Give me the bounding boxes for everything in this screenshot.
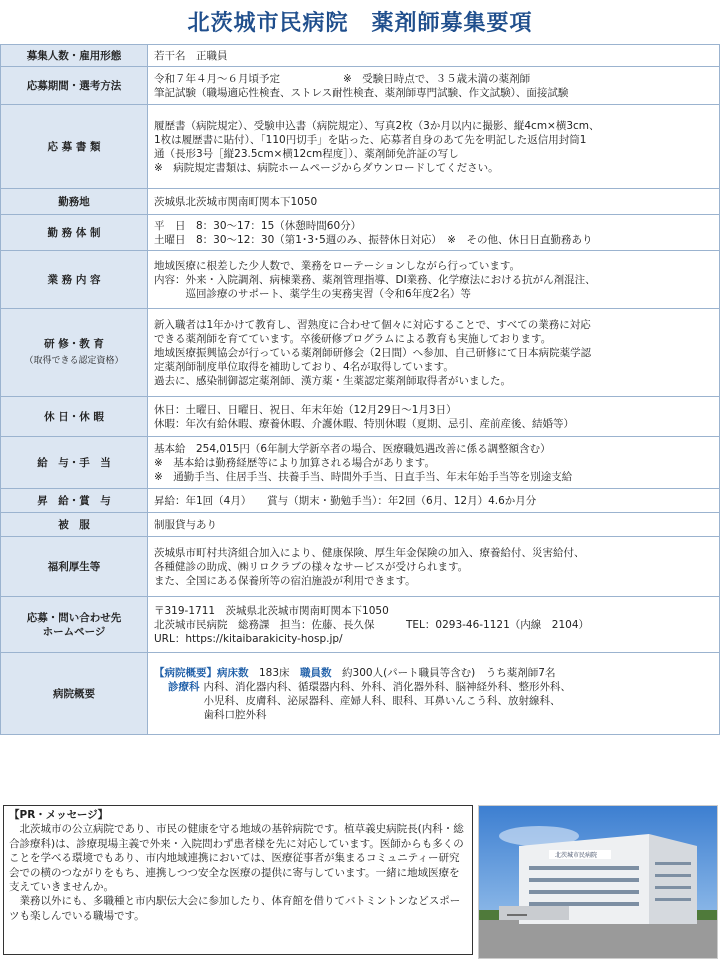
table-row — [1, 45, 720, 67]
row-value-line: 筆記試験（職場適応性検査、ストレス耐性検査、薬剤師専門試験、作文試験）、面接試験 — [154, 86, 569, 99]
row-value — [148, 309, 720, 397]
row-value-line: 巡回診療のサポート、薬学生の実務実習（令和6年度2名）等 — [154, 287, 471, 300]
row-label — [1, 309, 148, 397]
table-row — [1, 537, 720, 597]
building-sign: 北茨城市民病院 — [555, 852, 598, 859]
row-label-text: 被 服 — [58, 518, 90, 531]
row-value-line: 北茨城市民病院 総務課 担当：佐藤、長久保 TEL：0293-46-1121（内線 2104） — [154, 618, 590, 631]
row-label — [1, 489, 148, 513]
row-label — [1, 67, 148, 105]
row-label-text: 応募・問い合わせ先 ホームページ — [26, 611, 122, 638]
row-label — [1, 251, 148, 309]
row-value-line: 地域医療に根差した少人数で、業務をローテーションしながら行っています。 — [154, 259, 521, 272]
dept-line: 歯科口腔外科 — [203, 708, 267, 721]
row-label — [1, 397, 148, 437]
pr-heading: 【PR・メッセージ】 — [9, 809, 109, 821]
overview-value — [148, 653, 720, 735]
pr-paragraph: 北茨城市の公立病院であり、市民の健康を守る地域の基幹病院です。植草義史病院長(内科・総合診療科)は、診療現場主義で外来・入院問わず患者様を先に対応しています。医師からも多くのことを学べる環境でもあり、市内地域連携においては、医療従事者が集まるコミュニティー研究会での横のつながりをもち、連携しつつ安全な医療の提供に寄与しています。一緒に地域医療を支えていきませんか。 — [9, 823, 464, 894]
row-value-line: 制服貸与あり — [154, 518, 217, 531]
requirements-rows — [1, 45, 720, 653]
pr-paragraph: 業務以外にも、多職種と市内駅伝大会に参加したり、体育館を借りてバトミントンなどスポーツも楽しんでいる職場です。 — [9, 895, 461, 922]
row-label-text: 研 修・教 育 — [44, 338, 104, 350]
requirements-table — [0, 44, 720, 735]
row-label — [1, 189, 148, 215]
overview-tag: 【病院概要】 — [154, 666, 217, 679]
row-label-text: 福利厚生等 — [47, 560, 101, 573]
table-row — [1, 397, 720, 437]
row-value-line: ※ 通勤手当、住居手当、扶養手当、時間外手当、日直手当、年末年始手当等を別途支給 — [154, 470, 573, 483]
row-value — [148, 437, 720, 489]
dept-list — [200, 680, 572, 722]
row-value-line: 平 日 8：30～17：15（休憩時間60分） — [154, 219, 362, 232]
row-sublabel: （取得できる認定資格） — [24, 356, 124, 366]
row-label-text: 募集人数・雇用形態 — [26, 49, 122, 62]
row-value — [148, 397, 720, 437]
row-value-line: 各種健診の助成、㈱リロクラブの様々なサービスが受けられます。 — [154, 560, 469, 573]
row-value-line: ※ 基本給は勤務経歴等により加算される場合があります。 — [154, 456, 435, 469]
row-label — [1, 215, 148, 251]
table-row — [1, 489, 720, 513]
row-value-line: 通（長形3号［縦23.5cm×横12cm程度］）、薬剤師免許証の写し — [154, 147, 459, 160]
row-value — [148, 489, 720, 513]
table-row — [1, 309, 720, 397]
row-value — [148, 105, 720, 189]
row-value-line: 基本給 254,015円（6年制大学新卒者の場合、医療職処遇改善に係る調整額含む） — [154, 442, 551, 455]
row-value-line: 〒319-1711 茨城県北茨城市関南町関本下1050 — [154, 604, 389, 617]
row-value — [148, 513, 720, 537]
row-label-text: 休 日・休 暇 — [44, 410, 104, 423]
row-value-line: URL：https://kitaibarakicity-hosp.jp/ — [154, 632, 343, 645]
beds-label: 病床数 — [217, 666, 249, 679]
row-value — [148, 45, 720, 67]
row-value — [148, 215, 720, 251]
row-label — [1, 513, 148, 537]
staff-label: 職員数 — [300, 666, 332, 679]
row-value-line: 土曜日 8：30～12：30（第1･3･5週のみ、振替休日対応） ※ その他、休日日直勤務あり — [154, 233, 593, 246]
beds-value: 183床 — [259, 666, 290, 679]
row-label — [1, 105, 148, 189]
row-value — [148, 597, 720, 653]
row-value-line: 令和７年４月～６月頃予定 ※ 受験日時点で、３５歳未満の薬剤師 — [154, 72, 531, 85]
table-row — [1, 251, 720, 309]
dept-line: 小児科、皮膚科、泌尿器科、産婦人科、眼科、耳鼻いんこう科、放射線科、 — [203, 694, 561, 707]
row-value-line: 茨城県北茨城市関南町関本下1050 — [154, 195, 318, 208]
row-label-text: 勤務地 — [58, 195, 90, 208]
row-value — [148, 67, 720, 105]
row-value-line: 休日：土曜日、日曜日、祝日、年末年始（12月29日～1月3日） — [154, 403, 457, 416]
row-value-line: 休暇：年次有給休暇、療養休暇、介護休暇、特別休暇（夏期、忌引、産前産後、結婚等） — [154, 417, 574, 430]
staff-value: 約300人(パート職員等含む) うち薬剤師7名 — [342, 666, 556, 679]
row-label-text: 業 務 内 容 — [47, 273, 101, 286]
row-value-line: また、全国にある保養所等の宿泊施設が利用できます。 — [154, 574, 416, 587]
row-label-overview: 病院概要 — [1, 653, 148, 735]
row-label — [1, 437, 148, 489]
dept-line: 内科、消化器内科、循環器内科、外科、消化器外科、脳神経外科、整形外科、 — [203, 680, 571, 693]
table-row-overview — [1, 653, 720, 735]
table-row — [1, 67, 720, 105]
row-value — [148, 189, 720, 215]
row-value-line: できる薬剤師を育てています。卒後研修プログラムによる教育も実施しております。 — [154, 332, 552, 345]
row-value-line: 1枚は履歴書に貼付）、「110円切手」を貼った、応募者自身のあて先を明記した返信用封筒1 — [154, 133, 587, 146]
row-value-line: 履歴書（病院規定）、受験申込書（病院規定）、写真2枚（3か月以内に撮影、縦4cm×横3cm、 — [154, 119, 600, 132]
dept-label: 診療科 — [168, 680, 200, 693]
row-value-line: 地域医療振興協会が行っている薬剤師研修会（2日間）へ参加、自己研修にて日本病院薬学認 — [154, 346, 592, 359]
table-row — [1, 105, 720, 189]
row-value-line: 過去に、感染制御認定薬剤師、漢方薬・生薬認定薬剤師取得者がいました。 — [154, 374, 511, 387]
row-label-text: 昇 給・賞 与 — [37, 494, 111, 507]
row-value-line: ※ 病院規定書類は、病院ホームページからダウンロードしてください。 — [154, 161, 499, 174]
page-title: 北茨城市民病院 薬剤師募集要項 — [187, 11, 533, 36]
row-label-text: 応 募 書 類 — [47, 140, 101, 153]
row-value-line: 昇給：年1回（4月） 賞与（期末・勤勉手当）：年2回（6月、12月）4.6か月分 — [154, 494, 537, 507]
table-row — [1, 513, 720, 537]
row-value — [148, 537, 720, 597]
row-label-text: 給 与・手 当 — [37, 456, 111, 469]
hospital-photo — [478, 805, 718, 959]
row-value-line: 内容：外来・入院調剤、病棟業務、薬剤管理指導、DI業務、化学療法における抗がん剤混注、 — [154, 273, 596, 286]
table-row — [1, 189, 720, 215]
table-row — [1, 437, 720, 489]
row-value-line: 定薬剤師制度単位取得を補助しており、4名が取得しています。 — [154, 360, 454, 373]
row-label-text: 勤 務 体 制 — [47, 226, 101, 239]
pr-message-box — [3, 805, 473, 955]
table-row — [1, 215, 720, 251]
row-value-line: 若干名 正職員 — [154, 49, 228, 62]
row-label — [1, 537, 148, 597]
row-value — [148, 251, 720, 309]
row-label — [1, 597, 148, 653]
row-label — [1, 45, 148, 67]
row-label-text: 応募期間・選考方法 — [26, 79, 122, 92]
table-row — [1, 597, 720, 653]
hospital-building-image — [479, 806, 717, 958]
row-value-line: 茨城県市町村共済組合加入により、健康保険、厚生年金保険の加入、療養給付、災害給付、 — [154, 546, 585, 559]
row-value-line: 新入職者は1年かけて教育し、習熟度に合わせて個々に対応することで、すべての業務に対応 — [154, 318, 591, 331]
